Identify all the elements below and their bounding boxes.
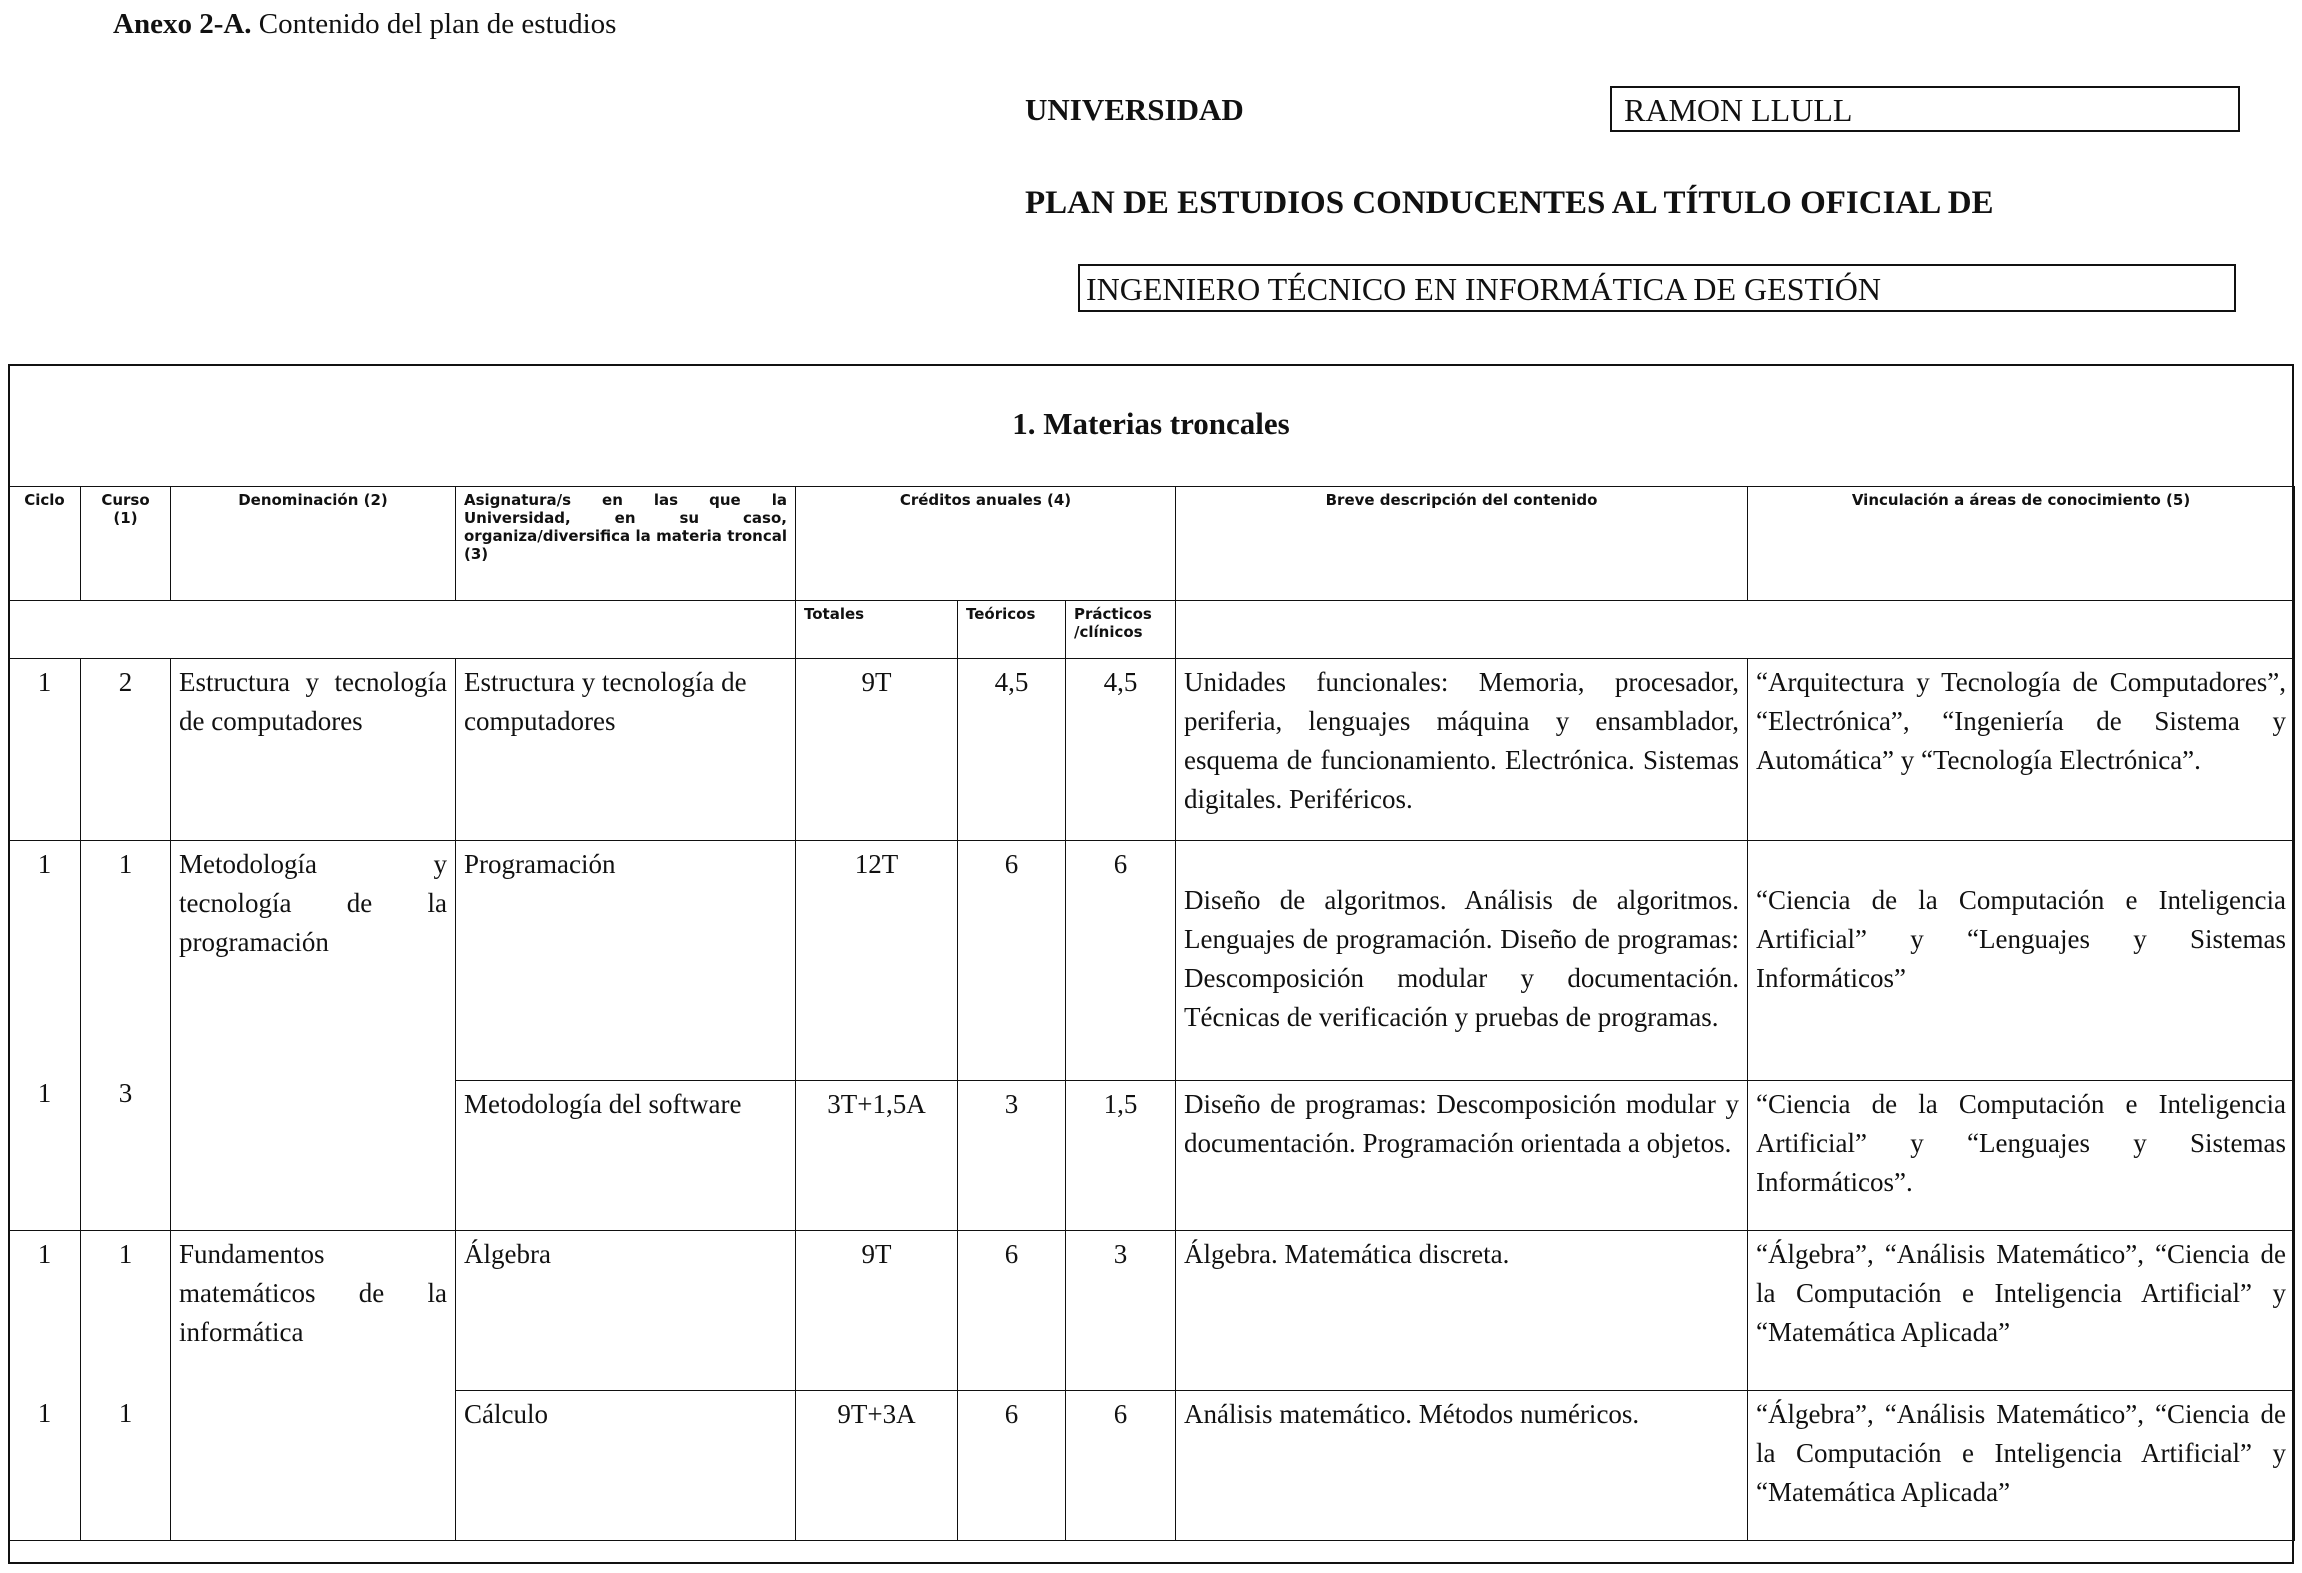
curso-cell	[81, 841, 171, 1231]
annex-heading	[113, 8, 616, 41]
ciclo-value: 1	[37, 849, 52, 879]
curso-cell: 2	[81, 659, 171, 841]
vinculacion-cell: “Ciencia de la Computación e Inteligencia Artificial” y “Lenguajes y Sistemas Informáticos”	[1748, 841, 2295, 1081]
header-totales: Totales	[796, 601, 958, 659]
asignatura-cell: Estructura y tecnología de computadores	[456, 659, 796, 841]
descripcion-cell: Álgebra. Matemática discreta.	[1176, 1231, 1748, 1391]
ciclo-cell: 1	[9, 659, 81, 841]
ciclo-cell	[9, 1231, 81, 1541]
totales-cell: 9T+3A	[796, 1391, 958, 1541]
vinculacion-cell: “Álgebra”, “Análisis Matemático”, “Ciencia de la Computación e Inteligencia Artificial” y “Matemática Aplicada”	[1748, 1391, 2295, 1541]
plan-title: PLAN DE ESTUDIOS CONDUCENTES AL TÍTULO OFICIAL DE	[1025, 185, 1994, 221]
ciclo-value: 1	[37, 1239, 52, 1269]
practicos-cell: 3	[1066, 1231, 1176, 1391]
practicos-cell: 4,5	[1066, 659, 1176, 841]
totales-cell: 3T+1,5A	[796, 1081, 958, 1231]
subheader-spacer-right	[1176, 601, 2295, 659]
university-value-box: RAMON LLULL	[1610, 86, 2240, 132]
degree-value-box: INGENIERO TÉCNICO EN INFORMÁTICA DE GESTIÓN	[1078, 264, 2236, 312]
ciclo-value-secondary: 1	[37, 1398, 52, 1428]
descripcion-cell: Diseño de programas: Descomposición modular y documentación. Programación orientada a objetos.	[1176, 1081, 1748, 1231]
totales-cell: 9T	[796, 1231, 958, 1391]
teoricos-cell: 3	[958, 1081, 1066, 1231]
header-descripcion: Breve descripción del contenido	[1176, 487, 1748, 601]
descripcion-cell: Unidades funcionales: Memoria, procesador, periferia, lenguajes máquina y ensamblador, esquema de funcionamiento. Electrónica. Sistemas digitales. Periféricos.	[1176, 659, 1748, 841]
asignatura-cell: Álgebra	[456, 1231, 796, 1391]
curso-cell	[81, 1231, 171, 1541]
header-denominacion: Denominación (2)	[171, 487, 456, 601]
header-vinculacion: Vinculación a áreas de conocimiento (5)	[1748, 487, 2295, 601]
subheader-spacer	[9, 601, 796, 659]
teoricos-cell: 4,5	[958, 659, 1066, 841]
curriculum-table	[8, 486, 2295, 1541]
ciclo-cell	[9, 841, 81, 1231]
curso-value: 1	[118, 849, 133, 879]
header-asignaturas: Asignatura/s en las que la Universidad, en su caso, organiza/diversifica la materia troncal (3)	[456, 487, 796, 601]
totales-cell: 12T	[796, 841, 958, 1081]
vinculacion-cell: “Ciencia de la Computación e Inteligencia Artificial” y “Lenguajes y Sistemas Informáticos”.	[1748, 1081, 2295, 1231]
vinculacion-cell: “Álgebra”, “Análisis Matemático”, “Ciencia de la Computación e Inteligencia Artificial” y “Matemática Aplicada”	[1748, 1231, 2295, 1391]
teoricos-cell: 6	[958, 841, 1066, 1081]
annex-text: Contenido del plan de estudios	[251, 8, 617, 40]
curso-value-secondary: 1	[118, 1398, 133, 1428]
table-row	[9, 659, 2295, 841]
denominacion-cell: Metodología y tecnología de la programación	[171, 841, 456, 1231]
practicos-cell: 1,5	[1066, 1081, 1176, 1231]
annex-number: Anexo 2-A.	[113, 8, 252, 40]
teoricos-cell: 6	[958, 1391, 1066, 1541]
header-curso: Curso (1)	[81, 487, 171, 601]
vinculacion-cell: “Arquitectura y Tecnología de Computadores”, “Electrónica”, “Ingeniería de Sistema y Automática” y “Tecnología Electrónica”.	[1748, 659, 2295, 841]
section-title: 1. Materias troncales	[1012, 406, 1290, 441]
curso-value-secondary: 3	[118, 1078, 133, 1108]
descripcion-cell: Análisis matemático. Métodos numéricos.	[1176, 1391, 1748, 1541]
table-row	[9, 1231, 2295, 1391]
header-practicos: Prácticos /clínicos	[1066, 601, 1176, 659]
descripcion-cell: Diseño de algoritmos. Análisis de algoritmos. Lenguajes de programación. Diseño de programas: Descomposición modular y documentación. Técnicas de verificación y pruebas de programas.	[1176, 841, 1748, 1081]
teoricos-cell: 6	[958, 1231, 1066, 1391]
asignatura-cell: Cálculo	[456, 1391, 796, 1541]
asignatura-cell: Programación	[456, 841, 796, 1081]
practicos-cell: 6	[1066, 1391, 1176, 1541]
university-label: UNIVERSIDAD	[1025, 92, 1244, 127]
practicos-cell: 6	[1066, 841, 1176, 1081]
totales-cell: 9T	[796, 659, 958, 841]
table-row	[9, 841, 2295, 1081]
header-ciclo: Ciclo	[9, 487, 81, 601]
denominacion-cell: Estructura y tecnología de computadores	[171, 659, 456, 841]
ciclo-value-secondary: 1	[37, 1078, 52, 1108]
header-creditos: Créditos anuales (4)	[796, 487, 1176, 601]
asignatura-cell: Metodología del software	[456, 1081, 796, 1231]
denominacion-cell: Fundamentos matemáticos de la informática	[171, 1231, 456, 1541]
header-teoricos: Teóricos	[958, 601, 1066, 659]
curso-value: 1	[118, 1239, 133, 1269]
